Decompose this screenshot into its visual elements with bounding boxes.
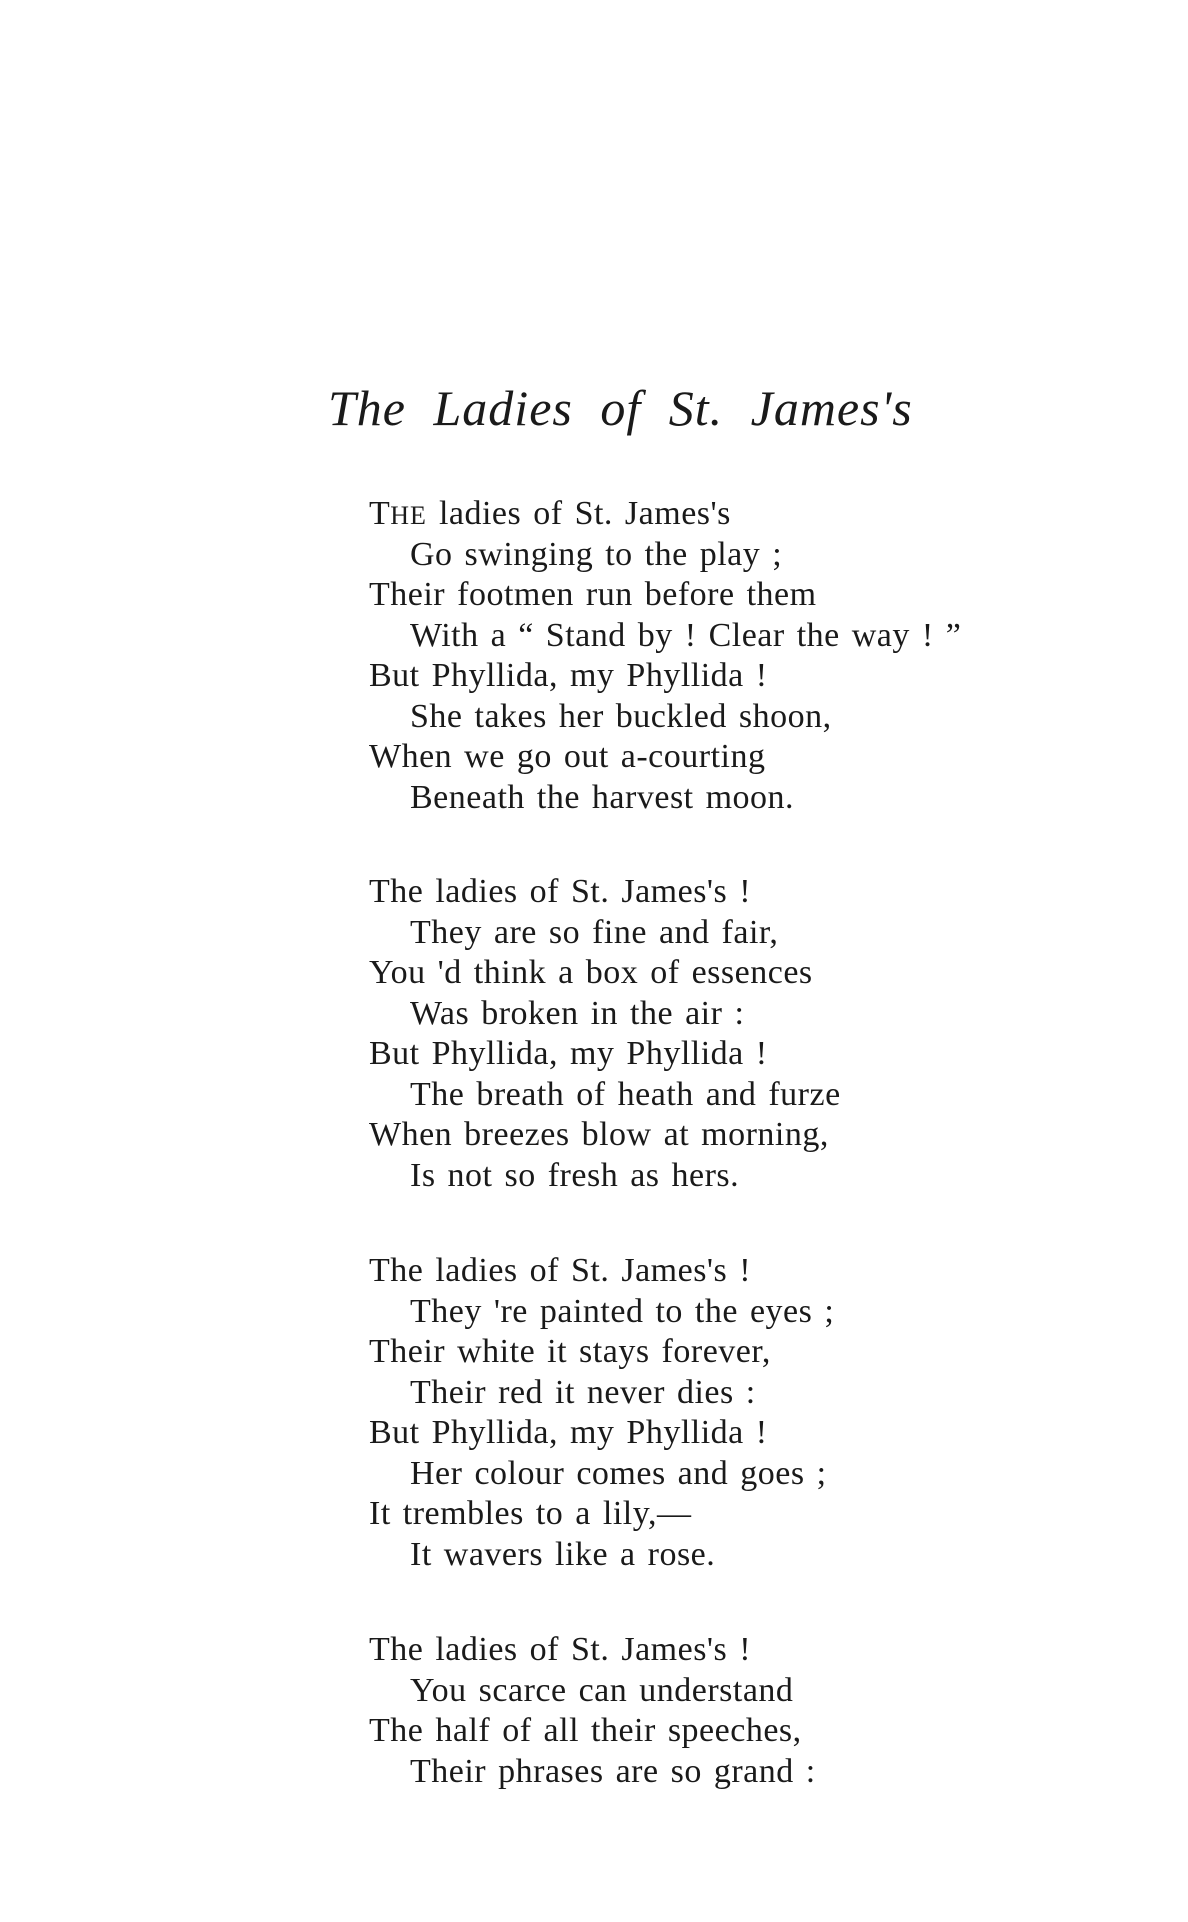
poem-line: Is not so fresh as hers.	[410, 1156, 740, 1194]
poem-line: With a “ Stand by ! Clear the way ! ”	[410, 616, 962, 654]
poem-line: They are so fine and fair,	[410, 913, 779, 951]
poem-line: It wavers like a rose.	[410, 1535, 716, 1573]
poem-line: When we go out a-courting	[369, 738, 766, 775]
poem-line: But Phyllida, my Phyllida !	[369, 657, 768, 694]
poem-line: Beneath the harvest moon.	[410, 778, 795, 816]
poem-line: You scarce can understand	[410, 1671, 794, 1709]
poem-line: The ladies of St. James's !	[369, 1631, 752, 1668]
small-caps-rest: HE	[390, 501, 427, 530]
poem-line: But Phyllida, my Phyllida !	[369, 1414, 768, 1451]
poem-title: The Ladies of St. James's	[328, 380, 913, 436]
poem-line: Their white it stays forever,	[369, 1333, 771, 1370]
stanza-1	[369, 494, 961, 818]
poem-line: The ladies of St. James's !	[369, 1252, 752, 1289]
poem-line: You 'd think a box of essences	[369, 954, 813, 991]
poem-line: Their red it never dies :	[410, 1373, 756, 1411]
poem-line: The breath of heath and furze	[410, 1075, 841, 1113]
poem-line: The half of all their speeches,	[369, 1712, 802, 1749]
poem-line: Was broken in the air :	[410, 994, 745, 1032]
stanza-4	[369, 1630, 816, 1792]
drop-small-cap-first-letter: T	[369, 495, 391, 532]
poem-line: It trembles to a lily,—	[369, 1495, 692, 1532]
poem-line-text: ladies of St. James's	[438, 495, 731, 532]
poem-line: Her colour comes and goes ;	[410, 1454, 827, 1492]
poem-line	[369, 494, 961, 535]
stanza-3	[369, 1251, 834, 1575]
poem-line: Their footmen run before them	[369, 576, 817, 613]
poem-line: Their phrases are so grand :	[410, 1752, 816, 1790]
poem-line: But Phyllida, my Phyllida !	[369, 1035, 768, 1072]
poem-line: When breezes blow at morning,	[369, 1116, 829, 1153]
poem-line: She takes her buckled shoon,	[410, 697, 832, 735]
stanza-2	[369, 872, 841, 1196]
poem-line: Go swinging to the play ;	[410, 535, 783, 573]
poem-line: They 're painted to the eyes ;	[410, 1292, 835, 1330]
poem-line: The ladies of St. James's !	[369, 873, 752, 910]
